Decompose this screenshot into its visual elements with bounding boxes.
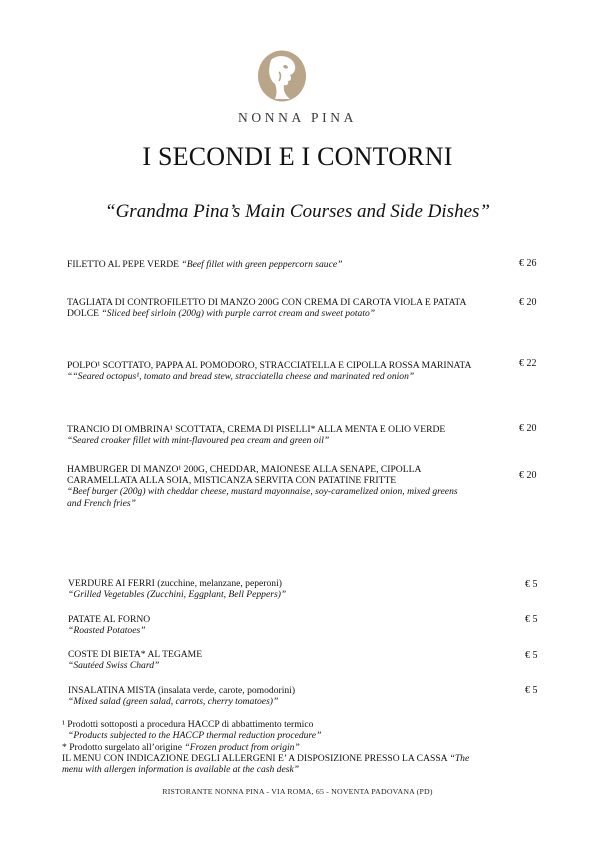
item-name-en: “Beef fillet with green peppercorn sauce”	[181, 259, 343, 270]
item-name-it: INSALATINA MISTA (insalata verde, carote, pomodorini)	[68, 685, 296, 696]
item-name-en: “Seared croaker fillet with mint-flavoured pea cream and green oil”	[67, 435, 330, 447]
note-frozen-en: “Frozen product from origin”	[184, 741, 300, 753]
menu-item-tagliata	[67, 297, 472, 319]
nonna-pina-logo	[257, 50, 307, 102]
restaurant-address-footer: RISTORANTE NONNA PINA - VIA ROMA, 65 - NOVENTA PADOVANA (PD)	[162, 787, 433, 796]
menu-item-ombrina	[67, 424, 472, 446]
brand-name: NONNA PINA	[238, 110, 357, 125]
item-price: € 20	[519, 423, 537, 434]
item-name-en: “Mixed salad (green salad, carrots, cherry tomatoes)”	[68, 696, 279, 708]
item-name-it: TAGLIATA DI CONTROFILETTO DI MANZO 200G CON CREMA DI CAROTA VIOLA E PATATA DOLCE	[67, 297, 466, 320]
item-name-en: “Grilled Vegetables (Zucchini, Eggplant, Bell Peppers)”	[68, 589, 287, 601]
item-name-it: VERDURE AI FERRI (zucchine, melanzane, peperoni)	[68, 578, 282, 589]
item-name-en: ““Seared octopus¹, tomato and bread stew, stracciatella cheese and marinated red onion”	[67, 371, 415, 383]
item-price: € 26	[519, 258, 537, 269]
page-title: I SECONDI E I CONTORNI	[142, 142, 453, 171]
side-item-verdure	[68, 578, 468, 600]
menu-item-polpo	[67, 360, 472, 382]
item-name-en: “Beef burger (200g) with cheddar cheese, mustard mayonnaise, soy-caramelized onion, mixed greens and French fries”	[67, 486, 458, 509]
item-name-en: “Roasted Potatoes”	[68, 625, 146, 637]
menu-item-filetto	[67, 259, 472, 270]
footnotes	[62, 719, 482, 775]
note-allergen	[62, 753, 482, 776]
item-price: € 5	[525, 685, 538, 696]
item-name-it: PATATE AL FORNO	[68, 614, 151, 625]
item-name-it: FILETTO AL PEPE VERDE	[67, 259, 182, 270]
item-price: € 20	[519, 470, 537, 481]
item-price: € 22	[519, 358, 537, 369]
item-name-it: POLPO¹ SCOTTATO, PAPPA AL POMODORO, STRACCIATELLA E CIPOLLA ROSSA MARINATA	[67, 360, 471, 371]
item-price: € 20	[519, 297, 537, 308]
side-item-insalatina	[68, 685, 468, 707]
item-name-it: HAMBURGER DI MANZO¹ 200G, CHEDDAR, MAIONESE ALLA SENAPE, CIPOLLA CARAMELLATA ALLA SOIA, MISTICANZA SERVITA CON PATATINE FRITTE	[67, 464, 421, 487]
item-name-en: “Sautéed Swiss Chard”	[68, 660, 160, 672]
item-name-en: “Sliced beef sirloin (200g) with purple carrot cream and sweet potato”	[101, 308, 376, 320]
item-name-it: TRANCIO DI OMBRINA¹ SCOTTATA, CREMA DI PISELLI* ALLA MENTA E OLIO VERDE	[67, 424, 446, 435]
note-haccp-it: ¹ Prodotti sottoposti a procedura HACCP di abbattimento termico	[62, 719, 314, 730]
note-frozen-it: * Prodotto surgelato all’origine	[62, 741, 185, 753]
page-subtitle: “Grandma Pina’s Main Courses and Side Dishes”	[105, 201, 490, 222]
item-price: € 5	[525, 614, 538, 625]
note-haccp-en: “Products subjected to the HACCP thermal reduction procedure”	[68, 730, 322, 742]
note-allergen-en: “The menu with allergen information is available at the cash desk”	[62, 752, 470, 776]
note-allergen-it: IL MENU CON INDICAZIONE DEGLI ALLERGENI E’ A DISPOSIZIONE PRESSO LA CASSA	[62, 752, 450, 764]
menu-item-hamburger	[67, 464, 472, 509]
item-price: € 5	[525, 650, 538, 661]
side-item-patate	[68, 614, 468, 636]
note-frozen	[62, 742, 482, 753]
item-price: € 5	[525, 579, 538, 590]
item-name-it: COSTE DI BIETA* AL TEGAME	[68, 649, 203, 660]
side-item-coste	[68, 649, 468, 671]
